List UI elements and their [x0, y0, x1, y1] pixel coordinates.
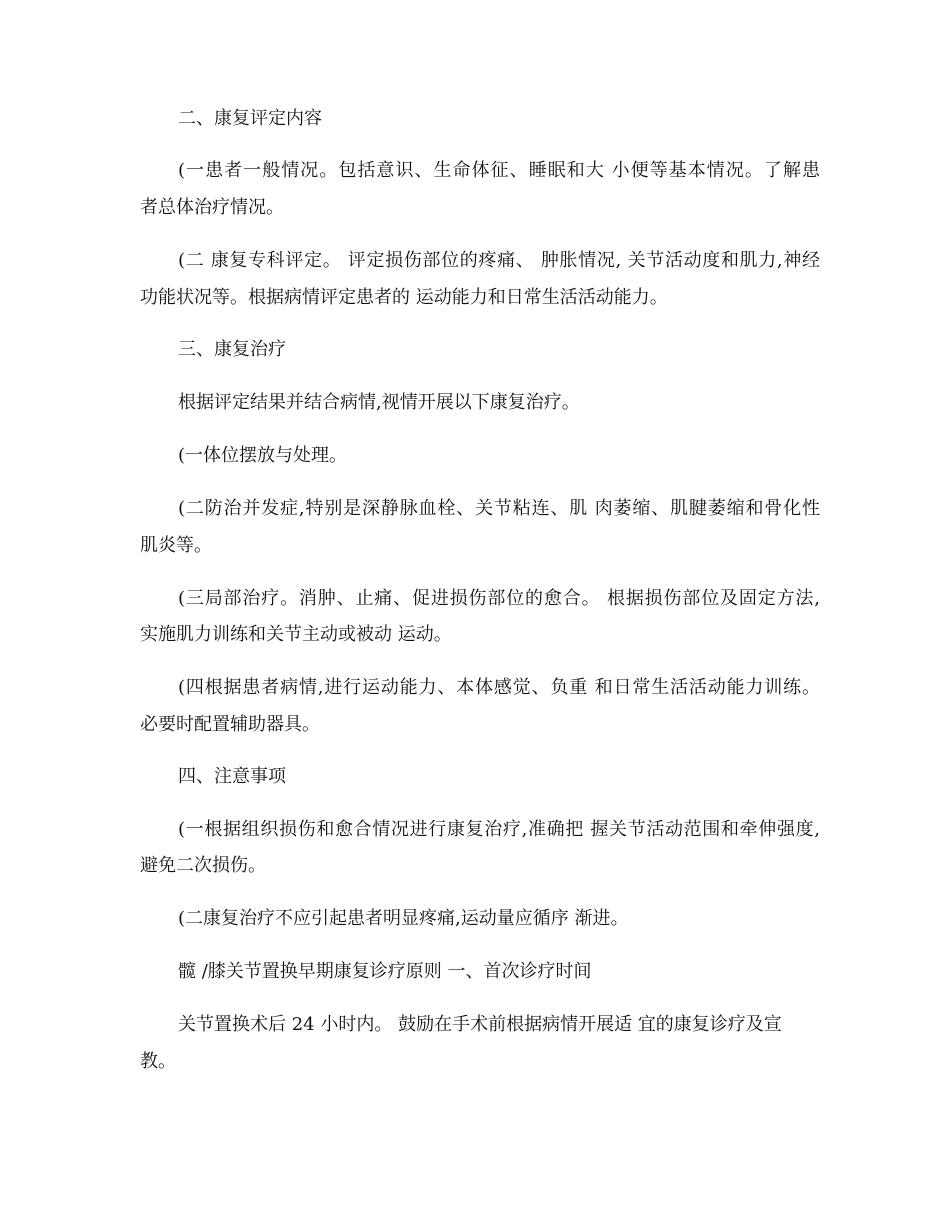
paragraph-tissue-healing-line-2: 避免二次损伤。 — [140, 855, 266, 876]
section-heading-rehab-treatment: 三、康复治疗 — [178, 339, 286, 360]
paragraph-specialist-evaluation-line-2: 功能状况等。根据病情评定患者的 运动能力和日常生活活动能力。 — [140, 287, 668, 308]
section-heading-precautions: 四、注意事项 — [178, 766, 286, 787]
paragraph-complications-line-2: 肌炎等。 — [140, 535, 212, 556]
paragraph-first-visit-time-line-2: 教。 — [140, 1051, 176, 1072]
paragraph-treatment-intro: 根据评定结果并结合病情,视情开展以下康复治疗。 — [178, 392, 580, 413]
paragraph-positioning: (一体位摆放与处理。 — [178, 445, 348, 466]
paragraph-no-pain-exercise: (二康复治疗不应引起患者明显疼痛,运动量应循序 渐进。 — [178, 908, 629, 929]
section-heading-rehab-evaluation: 二、康复评定内容 — [178, 108, 322, 129]
paragraph-complications-line-1: (二防治并发症,特别是深静脉血栓、关节粘连、肌 肉萎缩、肌腱萎缩和骨化性 — [178, 498, 820, 519]
paragraph-specialist-evaluation-line-1: (二 康复专科评定。 评定损伤部位的疼痛、 肿胀情况, 关节活动度和肌力,神经 — [178, 250, 820, 271]
paragraph-functional-training-line-2: 必要时配置辅助器具。 — [140, 714, 320, 735]
paragraph-functional-training-line-1: (四根据患者病情,进行运动能力、本体感觉、负重 和日常生活活动能力训练。 — [178, 677, 820, 698]
paragraph-local-treatment-line-1: (三局部治疗。消肿、止痛、促进损伤部位的愈合。 根据损伤部位及固定方法, — [178, 588, 820, 609]
paragraph-general-condition-line-2: 者总体治疗情况。 — [140, 197, 284, 218]
paragraph-local-treatment-line-2: 实施肌力训练和关节主动或被动 运动。 — [140, 624, 452, 645]
section-heading-hip-knee-replacement: 髋 /膝关节置换早期康复诊疗原则 一、首次诊疗时间 — [178, 961, 592, 982]
paragraph-general-condition-line-1: (一患者一般情况。包括意识、生命体征、睡眠和大 小便等基本情况。了解患 — [178, 160, 820, 181]
paragraph-first-visit-time-line-1: 关节置换术后 24 小时内。 鼓励在手术前根据病情开展适 宜的康复诊疗及宣 — [178, 1014, 782, 1035]
paragraph-tissue-healing-line-1: (一根据组织损伤和愈合情况进行康复治疗,准确把 握关节活动范围和牵伸强度, — [178, 819, 820, 840]
